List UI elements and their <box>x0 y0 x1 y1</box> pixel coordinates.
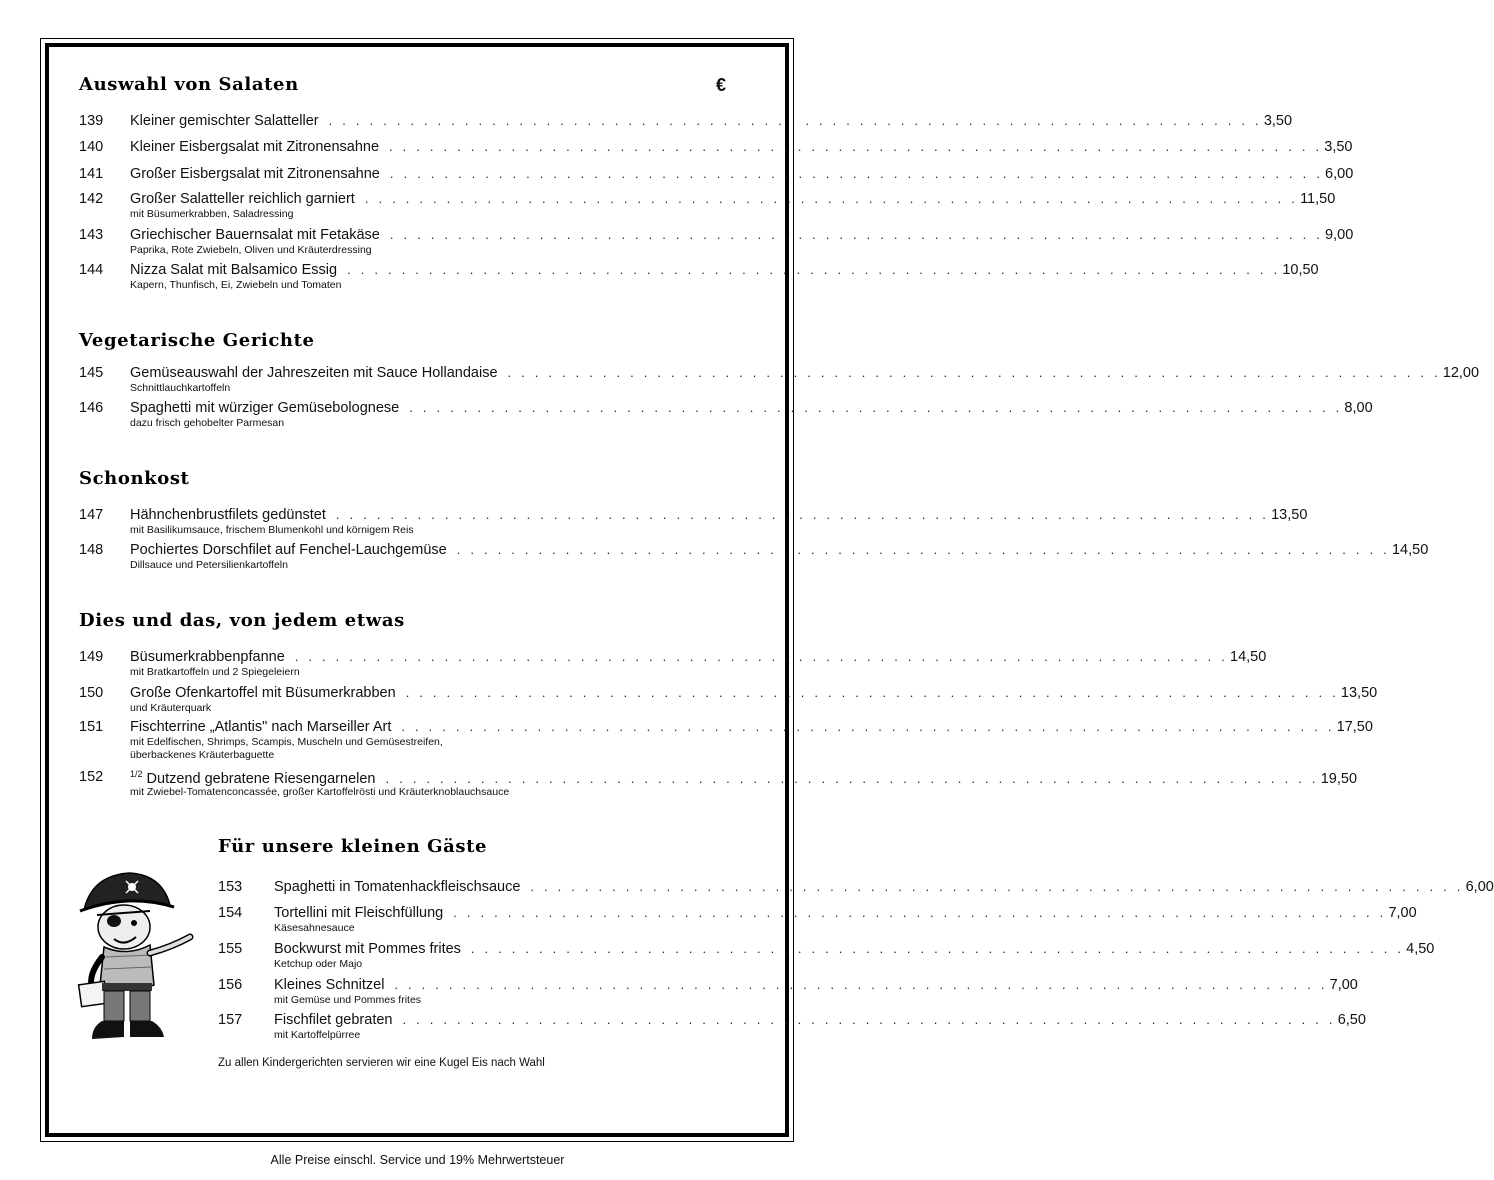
dot-leader: . . . . . . . . . . . . . . . . . . . . . . . . . . . . . . . . . . . . . . . . . . . . . . . . . . . . . . . . . . . . . . . . . . . . . <box>389 166 1324 181</box>
item-number: 157 <box>218 1012 243 1028</box>
item-number: 143 <box>79 227 104 243</box>
item-description: mit Gemüse und Pommes frites <box>274 994 422 1006</box>
item-name: Kleines Schnitzel <box>274 977 385 993</box>
item-price: 7,00 <box>1388 905 1417 921</box>
kids-ice-cream-note: Zu allen Kindergerichten servieren wir eine Kugel Eis nach Wahl <box>218 1057 545 1069</box>
fraction-half: 1/2 <box>130 769 143 779</box>
item-description: mit Büsumerkrabben, Saladressing <box>130 208 294 220</box>
item-description: Ketchup oder Majo <box>274 958 363 970</box>
item-price: 14,50 <box>1391 542 1429 558</box>
item-price: 10,50 <box>1282 262 1319 278</box>
item-description: mit Basilikumsauce, frischem Blumenkohl und körnigem Reis <box>130 524 414 536</box>
item-name: Dutzend gebratene Riesengarnelen <box>142 770 376 787</box>
item-name: Spaghetti mit würziger Gemüsebolognese <box>130 400 400 416</box>
item-description: Paprika, Rote Zwiebeln, Oliven und Kräuterdressing <box>130 244 372 256</box>
item-name: Große Ofenkartoffel mit Büsumerkrabben <box>130 685 396 701</box>
item-name: Hähnchenbrustfilets gedünstet <box>130 507 326 523</box>
item-number: 140 <box>79 139 104 155</box>
item-price: 13,50 <box>1340 685 1378 701</box>
dot-leader: . . . . . . . . . . . . . . . . . . . . . . . . . . . . . . . . . . . . . . . . . . . . . . . . . . . . . . . . . . . . . . . . . . . . . <box>507 365 1441 380</box>
item-number: 155 <box>218 941 243 957</box>
item-number: 151 <box>79 719 104 735</box>
item-number: 141 <box>79 166 104 182</box>
item-number: 142 <box>79 191 104 207</box>
dot-leader: . . . . . . . . . . . . . . . . . . . . . . . . . . . . . . . . . . . . . . . . . . . . . . . . . . . . . . . . . . . . . . . . . . . . . <box>389 139 1323 154</box>
item-number: 154 <box>218 905 243 921</box>
item-price: 13,50 <box>1271 507 1308 523</box>
dot-leader: . . . . . . . . . . . . . . . . . . . . . . . . . . . . . . . . . . . . . . . . . . . . . . . . . . . . . . . . . . . . . . . . . . . . . <box>470 941 1405 956</box>
item-description: Kapern, Thunfisch, Ei, Zwiebeln und Tomaten <box>130 279 342 291</box>
item-price: 6,00 <box>1465 879 1494 895</box>
item-description: dazu frisch gehobelter Parmesan <box>130 417 285 429</box>
item-name: Kleiner Eisbergsalat mit Zitronensahne <box>130 139 380 155</box>
item-price: 14,50 <box>1230 649 1267 665</box>
item-name: Griechischer Bauernsalat mit Fetakäse <box>130 227 380 243</box>
dot-leader: . . . . . . . . . . . . . . . . . . . . . . . . . . . . . . . . . . . . . . . . . . . . . . . . . . . . . . . . . . . . . . . . . . . . . <box>385 770 1319 786</box>
item-number: 144 <box>79 262 104 278</box>
item-name: Großer Salatteller reichlich garniert <box>130 191 355 207</box>
item-price: 12,00 <box>1442 365 1480 381</box>
item-name: Fischfilet gebraten <box>274 1012 393 1028</box>
item-description: mit Zwiebel-Tomatenconcassée, großer Kartoffelrösti und Kräuterknoblauchsauce <box>130 786 510 798</box>
item-price: 19,50 <box>1320 770 1358 787</box>
item-number: 145 <box>79 365 104 381</box>
dot-leader: . . . . . . . . . . . . . . . . . . . . . . . . . . . . . . . . . . . . . . . . . . . . . . . . . . . . . . . . . . . . . . . . . . . . . <box>402 1012 1336 1027</box>
item-number: 156 <box>218 977 243 993</box>
item-number: 148 <box>79 542 104 558</box>
item-number: 153 <box>218 879 243 895</box>
dot-leader: . . . . . . . . . . . . . . . . . . . . . . . . . . . . . . . . . . . . . . . . . . . . . . . . . . . . . . . . . . . . . . . . . . . . . <box>364 191 1299 206</box>
item-number: 146 <box>79 400 104 416</box>
item-name: Fischterrine „Atlantis" nach Marseiller Art <box>130 719 392 735</box>
item-price: 6,50 <box>1337 1012 1366 1028</box>
item-price: 9,00 <box>1325 227 1354 243</box>
item-number: 147 <box>79 507 104 523</box>
dot-leader: . . . . . . . . . . . . . . . . . . . . . . . . . . . . . . . . . . . . . . . . . . . . . . . . . . . . . . . . . . . . . . . . . . . . . <box>347 262 1281 277</box>
item-description: mit Edelfischen, Shrimps, Scampis, Muscheln und Gemüsestreifen, <box>130 736 443 748</box>
item-price: 3,50 <box>1324 139 1353 155</box>
item-description: mit Kartoffelpürree <box>274 1029 361 1041</box>
item-name: Kleiner gemischter Salatteller <box>130 113 319 129</box>
pirate-illustration <box>62 865 202 1050</box>
item-number: 150 <box>79 685 104 701</box>
item-price: 7,00 <box>1329 977 1358 993</box>
item-name: Bockwurst mit Pommes frites <box>274 941 461 957</box>
item-description: Schnittlauchkartoffeln <box>130 382 231 394</box>
item-price: 3,50 <box>1263 113 1293 129</box>
price-footer-note: Alle Preise einschl. Service und 19% Mehrwertsteuer <box>270 1153 565 1167</box>
dot-leader: . . . . . . . . . . . . . . . . . . . . . . . . . . . . . . . . . . . . . . . . . . . . . . . . . . . . . . . . . . . . . . . . . . . . . <box>394 977 1328 992</box>
item-description: und Kräuterquark <box>130 702 212 714</box>
item-price: 11,50 <box>1300 191 1336 207</box>
item-price: 4,50 <box>1406 941 1435 957</box>
item-name: Spaghetti in Tomatenhackfleischsauce <box>274 879 521 895</box>
item-name: Großer Eisbergsalat mit Zitronensahne <box>130 166 380 182</box>
dot-leader: . . . . . . . . . . . . . . . . . . . . . . . . . . . . . . . . . . . . . . . . . . . . . . . . . . . . . . . . . . . . . . . . . . . . . <box>389 227 1324 242</box>
item-price: 6,00 <box>1325 166 1354 182</box>
item-number: 139 <box>79 113 104 129</box>
section-title-kids: Für unsere kleinen Gäste <box>218 836 488 857</box>
item-number: 152 <box>79 769 104 785</box>
dot-leader: . . . . . . . . . . . . . . . . . . . . . . . . . . . . . . . . . . . . . . . . . . . . . . . . . . . . . . . . . . . . . . . . . . . . . <box>530 879 1464 894</box>
dot-leader: . . . . . . . . . . . . . . . . . . . . . . . . . . . . . . . . . . . . . . . . . . . . . . . . . . . . . . . . . . . . . . . . . . . . . <box>405 685 1339 700</box>
dot-leader: . . . . . . . . . . . . . . . . . . . . . . . . . . . . . . . . . . . . . . . . . . . . . . . . . . . . . . . . . . . . . . . . . . . . . <box>456 542 1390 557</box>
dot-leader: . . . . . . . . . . . . . . . . . . . . . . . . . . . . . . . . . . . . . . . . . . . . . . . . . . . . . . . . . . . . . . . . . . . . . <box>328 113 1262 128</box>
item-number: 149 <box>79 649 104 665</box>
item-name-wrap <box>130 769 376 787</box>
item-price: 8,00 <box>1344 400 1373 416</box>
item-description: mit Bratkartoffeln und 2 Spiegeleiern <box>130 666 300 678</box>
item-name: Büsumerkrabbenpfanne <box>130 649 285 665</box>
section-title-mixed: Dies und das, von jedem etwas <box>79 610 405 631</box>
dot-leader: . . . . . . . . . . . . . . . . . . . . . . . . . . . . . . . . . . . . . . . . . . . . . . . . . . . . . . . . . . . . . . . . . . . . . <box>453 905 1387 920</box>
dot-leader: . . . . . . . . . . . . . . . . . . . . . . . . . . . . . . . . . . . . . . . . . . . . . . . . . . . . . . . . . . . . . . . . . . . . . <box>401 719 1335 734</box>
item-name: Nizza Salat mit Balsamico Essig <box>130 262 338 278</box>
item-description: Dillsauce und Petersilienkartoffeln <box>130 559 288 571</box>
section-title-salads: Auswahl von Salaten <box>79 74 299 95</box>
dot-leader: . . . . . . . . . . . . . . . . . . . . . . . . . . . . . . . . . . . . . . . . . . . . . . . . . . . . . . . . . . . . . . . . . . . . . <box>294 649 1228 664</box>
item-name: Pochiertes Dorschfilet auf Fenchel-Lauchgemüse <box>130 542 447 558</box>
dot-leader: . . . . . . . . . . . . . . . . . . . . . . . . . . . . . . . . . . . . . . . . . . . . . . . . . . . . . . . . . . . . . . . . . . . . . <box>335 507 1270 522</box>
item-name: Tortellini mit Fleischfüllung <box>274 905 444 921</box>
item-price: 17,50 <box>1336 719 1373 735</box>
item-name: Gemüseauswahl der Jahreszeiten mit Sauce Hollandaise <box>130 365 498 381</box>
item-description: Käsesahnesauce <box>274 922 355 934</box>
dot-leader: . . . . . . . . . . . . . . . . . . . . . . . . . . . . . . . . . . . . . . . . . . . . . . . . . . . . . . . . . . . . . . . . . . . . . <box>409 400 1343 415</box>
item-description-line2: überbackenes Kräuterbaguette <box>130 749 275 761</box>
section-title-schonkost: Schonkost <box>79 468 190 489</box>
currency-symbol: € <box>716 75 727 95</box>
section-title-vegetarian: Vegetarische Gerichte <box>79 330 315 351</box>
